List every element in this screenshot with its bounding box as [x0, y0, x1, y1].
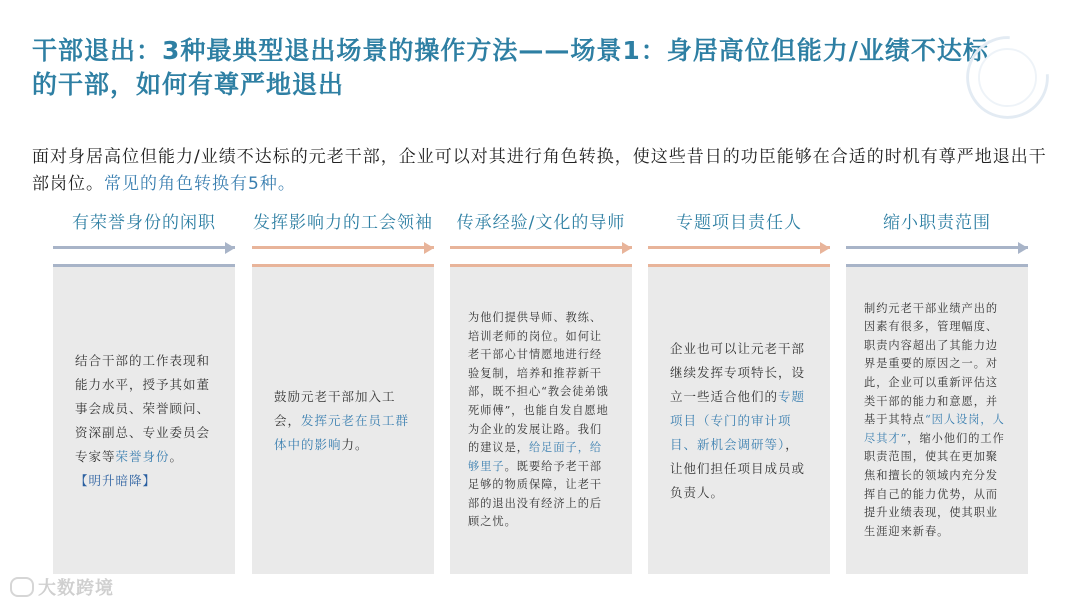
card-text-highlight: 给足面子，给够里子 [468, 441, 603, 473]
card-text [468, 309, 614, 532]
column-divider [252, 246, 434, 249]
card-text-highlight: 发挥元老在员工群体中的影响 [274, 412, 410, 452]
role-column-union-leader [252, 208, 434, 452]
page-title: 干部退出：3种最典型退出场景的操作方法——场景1：身居高位但能力/业绩不达标的干部，如何有尊严地退出 [32, 36, 989, 99]
watermark [10, 574, 114, 600]
column-heading: 专题项目责任人 [676, 213, 802, 233]
column-divider [450, 246, 632, 249]
column-heading: 传承经验/文化的导师 [456, 213, 626, 233]
card-text-end: 。既要给予老干部足够的物质保障，让老干部的退出没有经济上的后顾之忧。 [468, 459, 603, 529]
watermark-text: 大数跨境 [38, 578, 114, 599]
role-column-honorary [53, 208, 235, 488]
card-tag: 【明升暗降】 [75, 472, 157, 488]
card-text-highlight: “因人设岗，人尽其才” [864, 413, 1005, 445]
role-column-mentor [450, 208, 632, 529]
card-text-main: 企业也可以让元老干部继续发挥专项特长，设立一些适合他们的 [670, 340, 806, 404]
card-text [864, 300, 1010, 542]
decorative-ring-icon [960, 30, 1055, 125]
role-column-narrow-scope [846, 208, 1028, 538]
column-divider [648, 246, 830, 249]
column-card [648, 264, 830, 574]
card-text-main: 鼓励元老干部加入工会， [274, 388, 396, 428]
card-text-highlight: 荣誉身份 [115, 448, 170, 464]
column-card [846, 264, 1028, 574]
arrow-icon [820, 242, 830, 254]
card-text-end: ，让他们担任项目成员或负责人。 [670, 436, 806, 500]
arrow-icon [622, 242, 632, 254]
column-heading: 缩小职责范围 [883, 213, 991, 233]
arrow-icon [424, 242, 434, 254]
card-text-main: 制约元老干部业绩产出的因素有很多，管理幅度、职责内容超出了其能力边界是重要的原因之一。对此，企业可以重新评估这类干部的能力和意愿，并基于其特点 [864, 301, 999, 427]
watermark-logo-icon [10, 577, 34, 597]
column-card [450, 264, 632, 574]
card-text [670, 337, 808, 505]
card-text [75, 349, 213, 493]
intro-highlight: 常见的角色转换有5种。 [104, 174, 296, 194]
card-text-end: 。 [169, 448, 184, 464]
column-card [252, 264, 434, 574]
arrow-icon [1018, 242, 1028, 254]
card-text-highlight: 专题项目（专门的审计项目、新机会调研等） [670, 388, 806, 452]
intro-paragraph [32, 144, 1052, 198]
card-text-end: ，缩小他们的工作职责范围，使其在更加聚焦和擅长的领域内充分发挥自己的能力优势，从而提升业绩表现，使其职业生涯迎来新春。 [864, 431, 1005, 538]
column-heading: 发挥影响力的工会领袖 [253, 213, 433, 233]
card-text [274, 385, 412, 457]
column-divider [846, 246, 1028, 249]
arrow-icon [225, 242, 235, 254]
card-text-main: 为他们提供导师、教练、培训老师的岗位。如何让老干部心甘情愿地进行经验复制，培养和推荐新干部，既不担心“教会徒弟饿死师傅”，也能自发自愿地为企业的发展让路。我们的建议是， [468, 310, 609, 455]
column-divider [53, 246, 235, 249]
role-column-project-lead [648, 208, 830, 500]
card-text-main: 结合干部的工作表现和能力水平，授予其如董事会成员、荣誉顾问、资深副总、专业委员会专家等 [75, 352, 211, 464]
column-heading: 有荣誉身份的闲职 [72, 213, 216, 233]
column-card [53, 264, 235, 574]
card-text-end: 力。 [341, 436, 369, 452]
intro-text: 面对身居高位但能力/业绩不达标的元老干部，企业可以对其进行角色转换，使这些昔日的功臣能够在合适的时机有尊严地退出干部岗位。 [32, 147, 1047, 194]
